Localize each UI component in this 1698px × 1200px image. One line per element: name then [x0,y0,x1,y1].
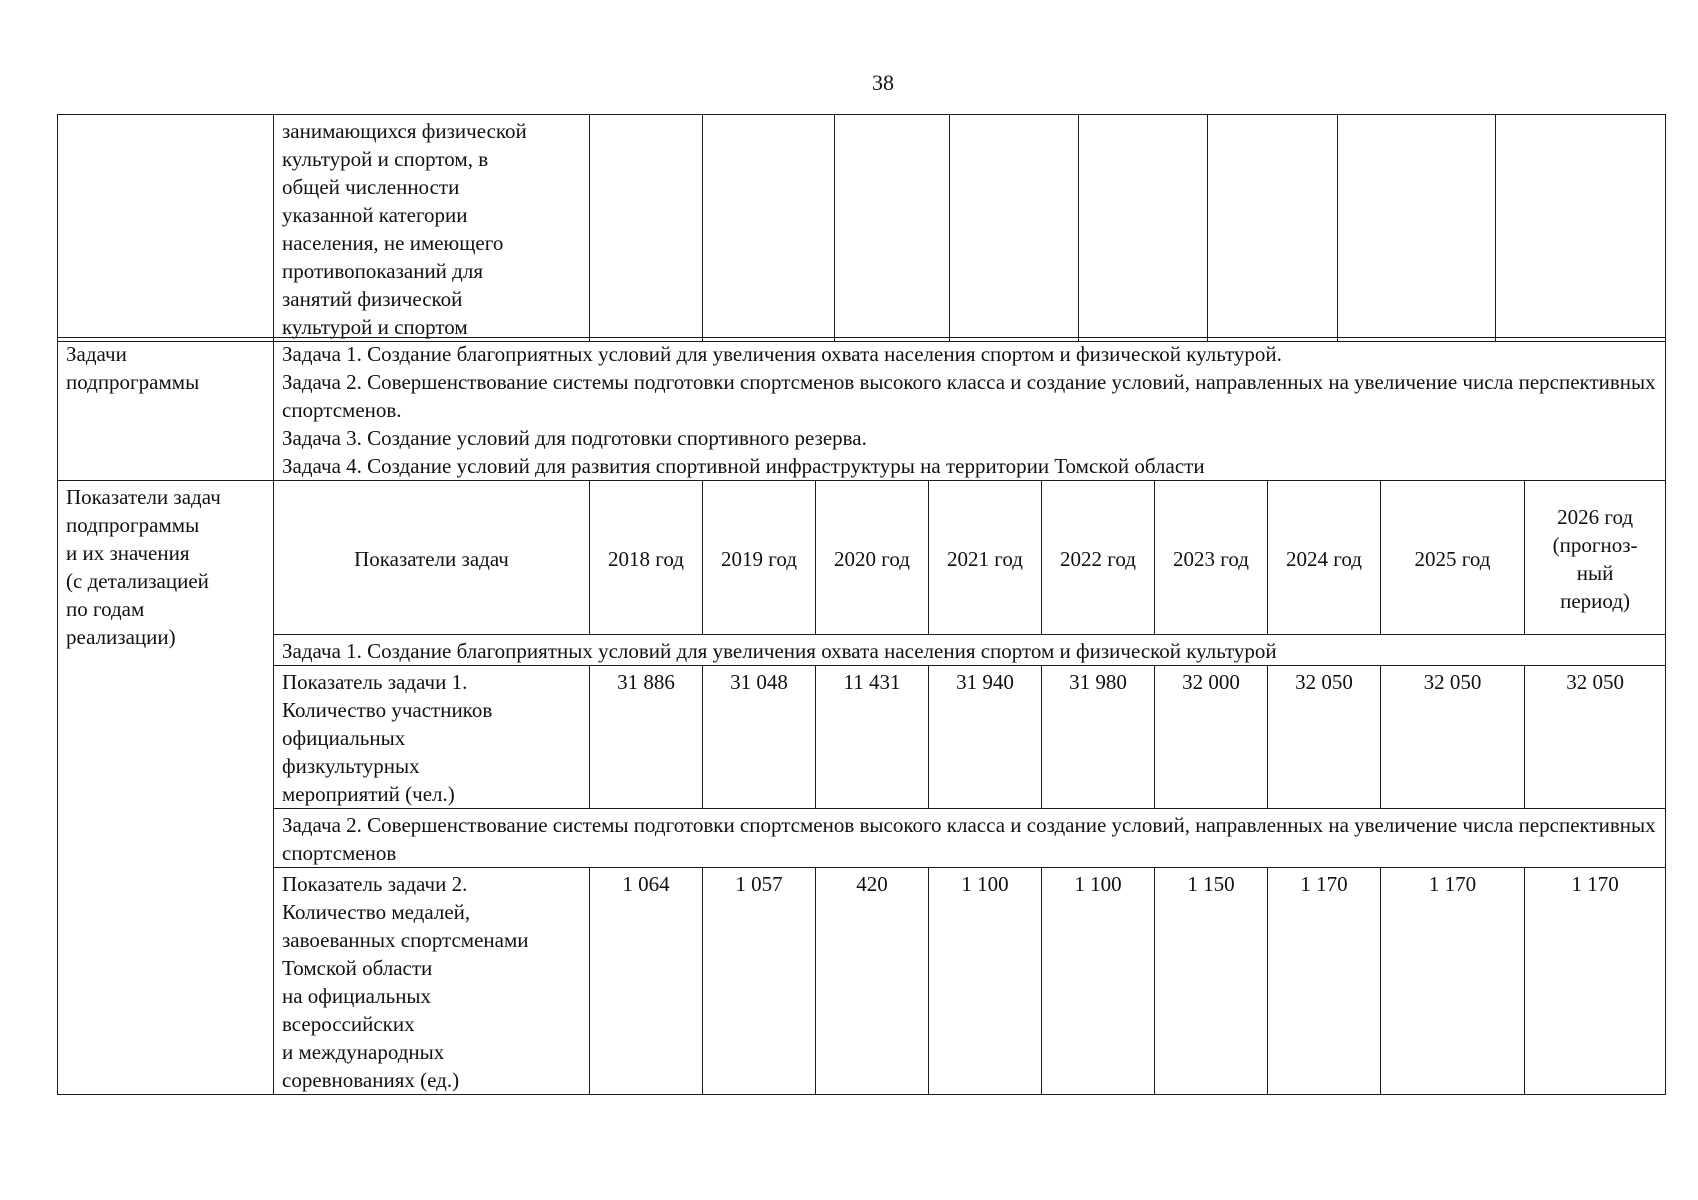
tasks-row [58,338,1666,481]
continuation-table [57,114,1666,342]
empty-value-cell [703,115,835,342]
indicator2-value: 1 100 [929,868,1042,1095]
empty-value-cell [835,115,950,342]
header-year: 2024 год [1268,481,1381,635]
indicator1-value: 31 886 [590,666,703,809]
header-year: 2018 год [590,481,703,635]
empty-value-cell [950,115,1079,342]
task2-title: Задача 2. Совершенствование системы подготовки спортсменов высокого класса и создание условий, направленных на увеличение числа перспективных спортсменов [274,809,1666,868]
subprogram-table [57,337,1666,1095]
task1-title: Задача 1. Создание благоприятных условий для увеличения охвата населения спортом и физической культурой [274,635,1666,666]
indicator2-value: 1 170 [1525,868,1666,1095]
empty-value-cell [1496,115,1666,342]
indicator2-value: 1 170 [1381,868,1525,1095]
task1-title-row [58,635,1666,666]
continuation-indicator-text: занимающихся физической культурой и спортом, в общей численности указанной категории населения, не имеющего противопоказаний для занятий физической культурой и спортом [274,115,590,342]
header-year: 2020 год [816,481,929,635]
header-year: 2025 год [1381,481,1525,635]
indicator2-value: 420 [816,868,929,1095]
header-year: 2019 год [703,481,816,635]
indicator1-value: 32 050 [1525,666,1666,809]
page-number: 38 [872,70,894,95]
empty-value-cell [1208,115,1338,342]
indicator2-row [58,868,1666,1095]
indicators-header-row [58,481,1666,635]
indicators-label: Показатели задач подпрограммы и их значения (с детализацией по годам реализации) [58,481,274,1095]
header-indicator-name: Показатели задач [274,481,590,635]
tasks-label: Задачи подпрограммы [58,338,274,481]
empty-label-cell [58,115,274,342]
task-item: Задача 3. Создание условий для подготовки спортивного резерва. [282,426,867,450]
indicator1-value: 32 000 [1155,666,1268,809]
task-item: Задача 1. Создание благоприятных условий для увеличения охвата населения спортом и физической культурой. [282,342,1282,366]
indicator1-name: Показатель задачи 1. Количество участников официальных физкультурных мероприятий (чел.) [274,666,590,809]
indicator1-value: 11 431 [816,666,929,809]
indicator1-row [58,666,1666,809]
indicator1-value: 31 980 [1042,666,1155,809]
indicator1-value: 32 050 [1268,666,1381,809]
tasks-list [274,338,1666,481]
indicator2-name: Показатель задачи 2. Количество медалей, завоеванных спортсменами Томской области на официальных всероссийских и международных соревнованиях (ед.) [274,868,590,1095]
indicator1-value: 31 048 [703,666,816,809]
task2-title-row [58,809,1666,868]
header-year-forecast: 2026 год (прогноз- ный период) [1525,481,1666,635]
indicator2-value: 1 064 [590,868,703,1095]
indicator2-value: 1 170 [1268,868,1381,1095]
header-year: 2021 год [929,481,1042,635]
empty-value-cell [590,115,703,342]
indicator1-value: 32 050 [1381,666,1525,809]
indicator1-value: 31 940 [929,666,1042,809]
indicator2-value: 1 057 [703,868,816,1095]
empty-value-cell [1338,115,1496,342]
task-item: Задача 2. Совершенствование системы подготовки спортсменов высокого класса и создание условий, направленных на увеличение числа перспективных спортсменов. [282,370,1656,422]
task-item: Задача 4. Создание условий для развития спортивной инфраструктуры на территории Томской области [282,454,1205,478]
indicator2-value: 1 150 [1155,868,1268,1095]
header-year: 2023 год [1155,481,1268,635]
empty-value-cell [1079,115,1208,342]
indicator2-value: 1 100 [1042,868,1155,1095]
header-year: 2022 год [1042,481,1155,635]
